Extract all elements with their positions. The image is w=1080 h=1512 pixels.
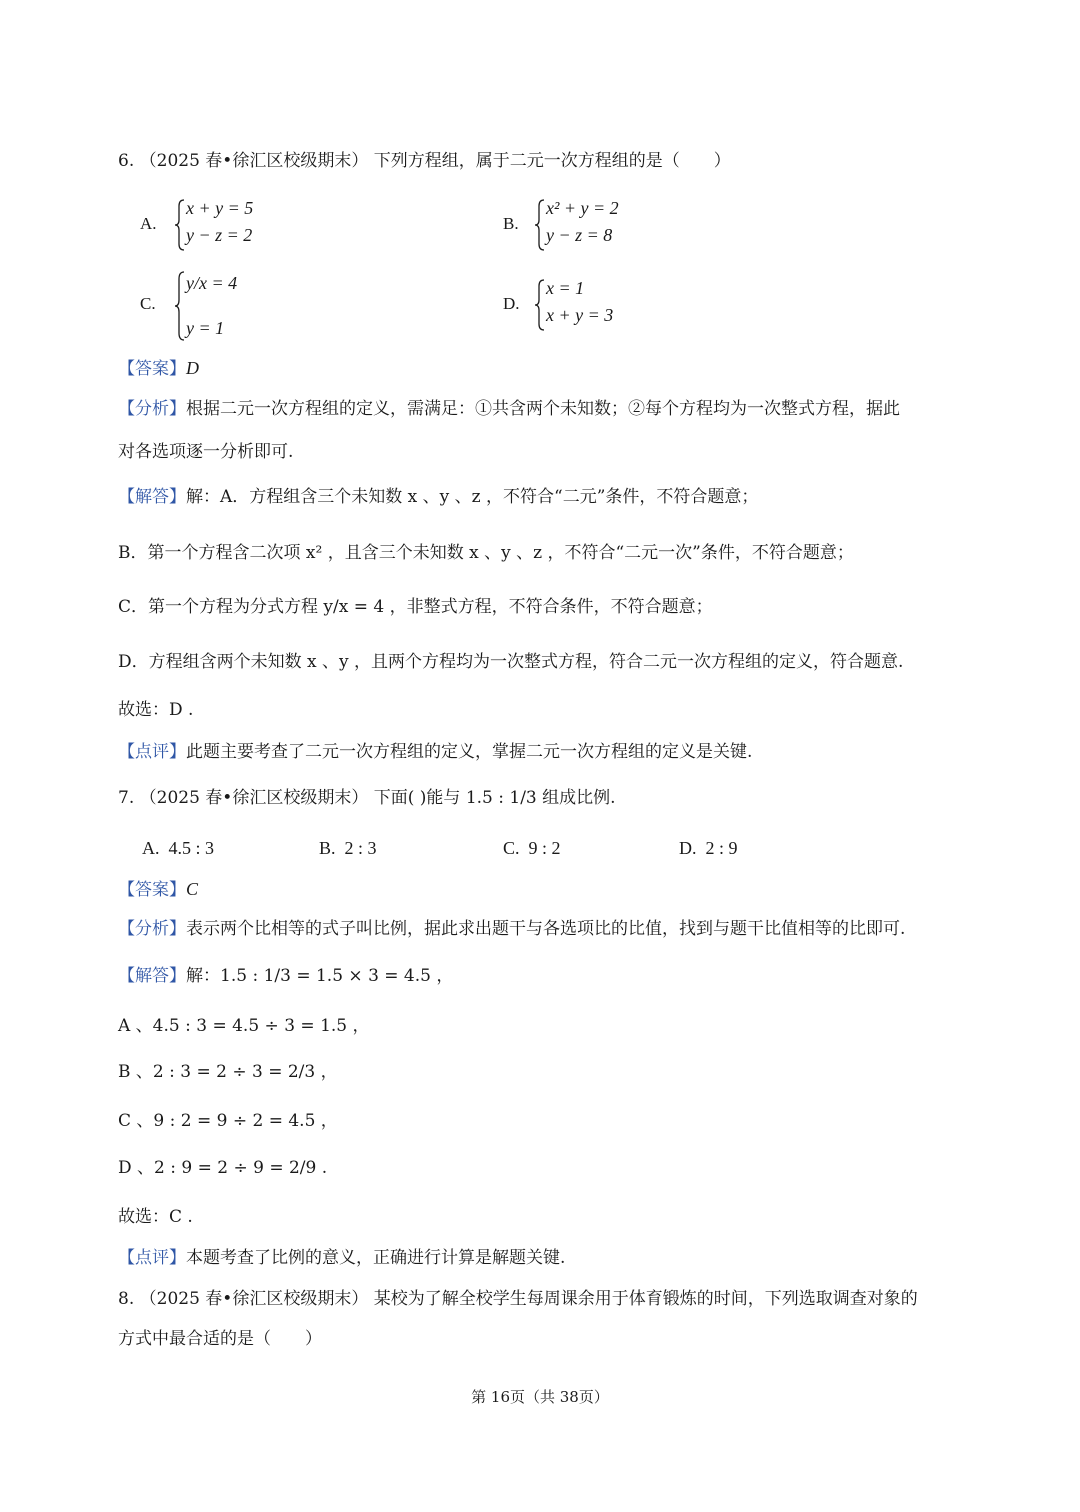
q7-option-b-label: B. — [319, 838, 336, 858]
q7-solution-main-text: 解：1.5 : 1/3 = 1.5 × 3 = 4.5 ， — [186, 966, 454, 986]
q7-comment — [118, 1246, 565, 1270]
q8-title — [118, 1287, 918, 1311]
q7-solution-a: A 、4.5 : 3 = 4.5 ÷ 3 = 1.5 ， — [118, 1016, 370, 1036]
brace-icon — [534, 198, 546, 252]
q6-option-c-row2: y = 1 — [186, 318, 225, 338]
q6-option-b-row2: y − z = 8 — [546, 225, 613, 245]
q7-option-d-label: D. — [679, 838, 697, 858]
q6-title — [118, 149, 731, 173]
q6-option-d-row2: x + y = 3 — [546, 305, 614, 325]
q7-option-c-label: C. — [503, 838, 520, 858]
q7-choose: 故选：C . — [118, 1207, 193, 1227]
q7-solution-b: B 、2 : 3 = 2 ÷ 3 = 2/3 ， — [118, 1062, 338, 1082]
q6-option-d-label: D. — [503, 294, 520, 313]
q6-solution-c: C．第一个方程为分式方程 y/x = 4 ，非整式方程，不符合条件，不符合题意； — [118, 597, 713, 617]
solution-tag: 【解答】 — [118, 487, 186, 507]
q7-solution-d: D 、2 : 9 = 2 ÷ 9 = 2/9 . — [118, 1158, 328, 1178]
q6-solution-a-text: 解：A．方程组含三个未知数 x 、y 、z ，不符合“二元”条件，不符合题意； — [186, 487, 759, 507]
q8-stem-line1: 某校为了解全校学生每周课余用于体育锻炼的时间，下列选取调查对象的 — [373, 1289, 918, 1309]
answer-tag: 【答案】 — [118, 880, 186, 900]
q7-analysis-text: 表示两个比相等的式子叫比例，据此求出题干与各选项比的比值，找到与题干比值相等的比即可. — [186, 919, 906, 939]
q6-option-c-system — [174, 270, 294, 342]
q6-analysis-text1: 根据二元一次方程组的定义，需满足：①共含两个未知数；②每个方程均为一次整式方程，据此 — [186, 399, 900, 419]
q6-option-a-row1: x + y = 5 — [186, 198, 254, 218]
q6-option-c-label: C. — [140, 294, 156, 313]
q7-option-c — [503, 836, 561, 860]
page-footer: 第 16页（共 38页） — [471, 1388, 609, 1406]
q6-answer-value: D — [186, 358, 199, 378]
q6-option-a-row2: y − z = 2 — [186, 225, 253, 245]
q7-comment-text: 本题考查了比例的意义，正确进行计算是解题关键. — [186, 1248, 566, 1268]
q7-option-a-label: A. — [142, 838, 160, 858]
q6-comment — [118, 740, 752, 764]
q6-source: （2025 春•徐汇区校级期末） — [139, 151, 369, 171]
q7-title — [118, 786, 616, 810]
q7-answer — [118, 877, 198, 902]
q6-option-a-label: A. — [140, 214, 157, 233]
q7-solution-main — [118, 964, 453, 988]
q7-solution-c: C 、9 : 2 = 9 ÷ 2 = 4.5 ， — [118, 1111, 338, 1131]
q6-option-d-system — [534, 278, 654, 334]
brace-icon — [174, 270, 186, 342]
q6-option-c-row1: y/x = 4 — [186, 273, 238, 293]
q7-analysis — [118, 917, 905, 941]
q6-number: 6. — [118, 151, 135, 171]
q7-option-d — [679, 836, 738, 860]
q7-number: 7. — [118, 788, 135, 808]
q7-option-c-text: 9 : 2 — [528, 838, 561, 858]
q8-number: 8. — [118, 1289, 135, 1309]
q7-option-a-text: 4.5 : 3 — [168, 838, 215, 858]
comment-tag: 【点评】 — [118, 1248, 186, 1268]
q6-stem: 下列方程组，属于二元一次方程组的是（ ） — [373, 151, 731, 171]
solution-tag: 【解答】 — [118, 966, 186, 986]
comment-tag: 【点评】 — [118, 742, 186, 762]
q7-source: （2025 春•徐汇区校级期末） — [139, 788, 369, 808]
q6-option-b-row1: x² + y = 2 — [546, 198, 619, 218]
q7-option-d-text: 2 : 9 — [705, 838, 738, 858]
q6-analysis-line2: 对各选项逐一分析即可. — [118, 442, 294, 462]
q7-option-a — [142, 836, 214, 860]
q6-option-d-row1: x = 1 — [546, 278, 585, 298]
q6-solution-b: B．第一个方程含二次项 x² ，且含三个未知数 x 、y 、z ，不符合“二元一次”条件，不符合题意； — [118, 543, 854, 563]
q7-option-b-text: 2 : 3 — [344, 838, 377, 858]
q6-answer — [118, 356, 199, 381]
answer-tag: 【答案】 — [118, 359, 186, 379]
analysis-tag: 【分析】 — [118, 399, 186, 419]
q6-comment-text: 此题主要考查了二元一次方程组的定义，掌握二元一次方程组的定义是关键. — [186, 742, 753, 762]
q7-stem: 下面( )能与 1.5 : 1/3 组成比例. — [373, 788, 616, 808]
q6-option-b-system — [534, 198, 654, 254]
q7-answer-value: C — [186, 879, 199, 899]
brace-icon — [174, 198, 186, 252]
q8-stem-line2: 方式中最合适的是（ ） — [118, 1329, 322, 1349]
q6-choose: 故选：D . — [118, 700, 194, 720]
q6-option-b-label: B. — [503, 214, 519, 233]
q7-option-b — [319, 836, 377, 860]
q6-solution-a — [118, 485, 758, 509]
q8-source: （2025 春•徐汇区校级期末） — [139, 1289, 369, 1309]
q6-option-a-system — [174, 198, 294, 254]
analysis-tag: 【分析】 — [118, 919, 186, 939]
brace-icon — [534, 278, 546, 332]
q6-analysis-line1 — [118, 397, 900, 421]
q6-solution-d: D．方程组含两个未知数 x 、y ，且两个方程均为一次整式方程，符合二元一次方程组的定义，符合题意. — [118, 652, 904, 672]
